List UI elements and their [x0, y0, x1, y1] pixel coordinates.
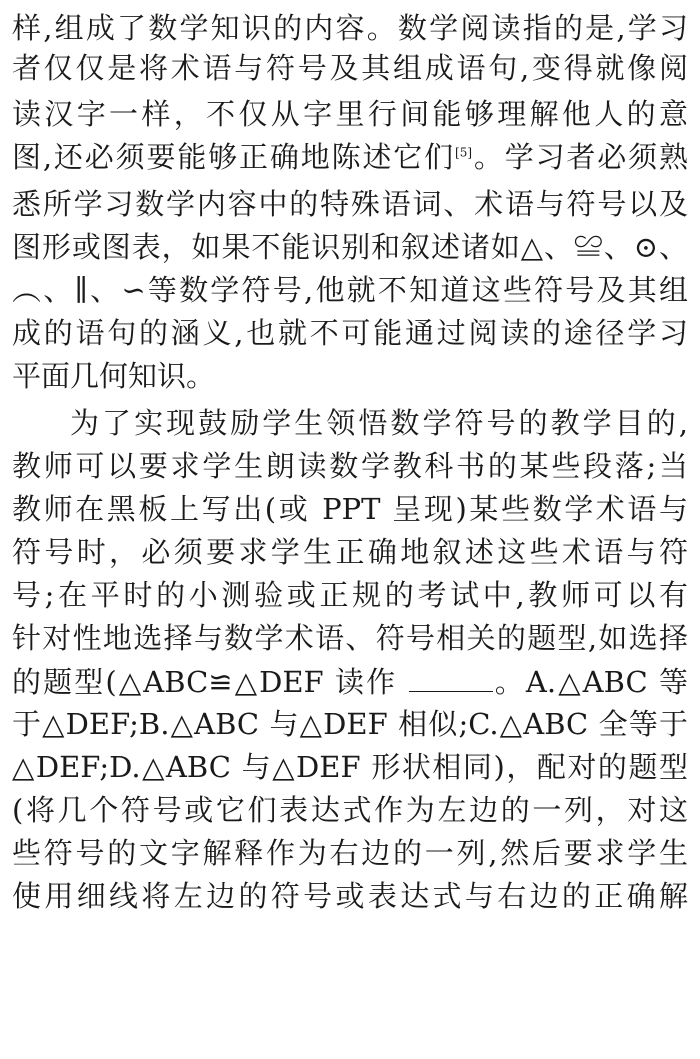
text-line: 成的语句的涵义,也就不可能通过阅读的途径学习: [12, 316, 688, 350]
text-line: 符号时，必须要求学生正确地叙述这些术语与符: [12, 535, 688, 569]
text-span: 。A.△ABC 等: [492, 665, 688, 699]
paragraph-first-line: 为了实现鼓励学生领悟数学符号的教学目的,: [70, 406, 688, 440]
text-span: 的题型(△ABC≌△DEF 读作: [12, 665, 398, 699]
text-span: 。学习者必须熟: [472, 140, 688, 174]
text-line: 于△DEF;B.△ABC 与△DEF 相似;C.△ABC 全等于: [12, 707, 688, 741]
text-line: △DEF;D.△ABC 与△DEF 形状相同)，配对的题型: [12, 750, 688, 784]
text-line: 图形或图表，如果不能识别和叙述诸如△、≌、⊙、: [12, 230, 688, 264]
text-line-with-blank: [12, 661, 688, 701]
text-line: 平面几何知识。: [12, 359, 216, 393]
text-line: 读汉字一样，不仅从字里行间能够理解他人的意: [12, 97, 688, 131]
text-line: ︵、∥、∽等数学符号,他就不知道这些符号及其组: [12, 273, 688, 307]
text-line: 些符号的文字解释作为右边的一列,然后要求学生: [12, 836, 688, 870]
answer-blank: [409, 661, 493, 692]
text-line: 针对性地选择与数学术语、符号相关的题型,如选择: [12, 621, 688, 655]
citation-reference: [5]: [455, 145, 473, 160]
text-span: 图,还必须要能够正确地陈述它们: [12, 140, 456, 174]
text-line: 者仅仅是将术语与符号及其组成语句,变得就像阅: [12, 51, 688, 85]
text-line: 教师在黑板上写出(或 PPT 呈现)某些数学术语与: [12, 492, 688, 526]
text-line-with-reference: [12, 137, 688, 177]
text-line: 样,组成了数学知识的内容。数学阅读指的是,学习: [12, 11, 688, 45]
text-line: 号;在平时的小测验或正规的考试中,教师可以有: [12, 578, 688, 612]
text-line: 悉所学习数学内容中的特殊语词、术语与符号以及: [12, 187, 688, 221]
text-line: 教师可以要求学生朗读数学教科书的某些段落;当: [12, 449, 688, 483]
text-line: 使用细线将左边的符号或表达式与右边的正确解: [12, 879, 688, 913]
text-line: (将几个符号或它们表达式作为左边的一列，对这: [12, 793, 688, 827]
